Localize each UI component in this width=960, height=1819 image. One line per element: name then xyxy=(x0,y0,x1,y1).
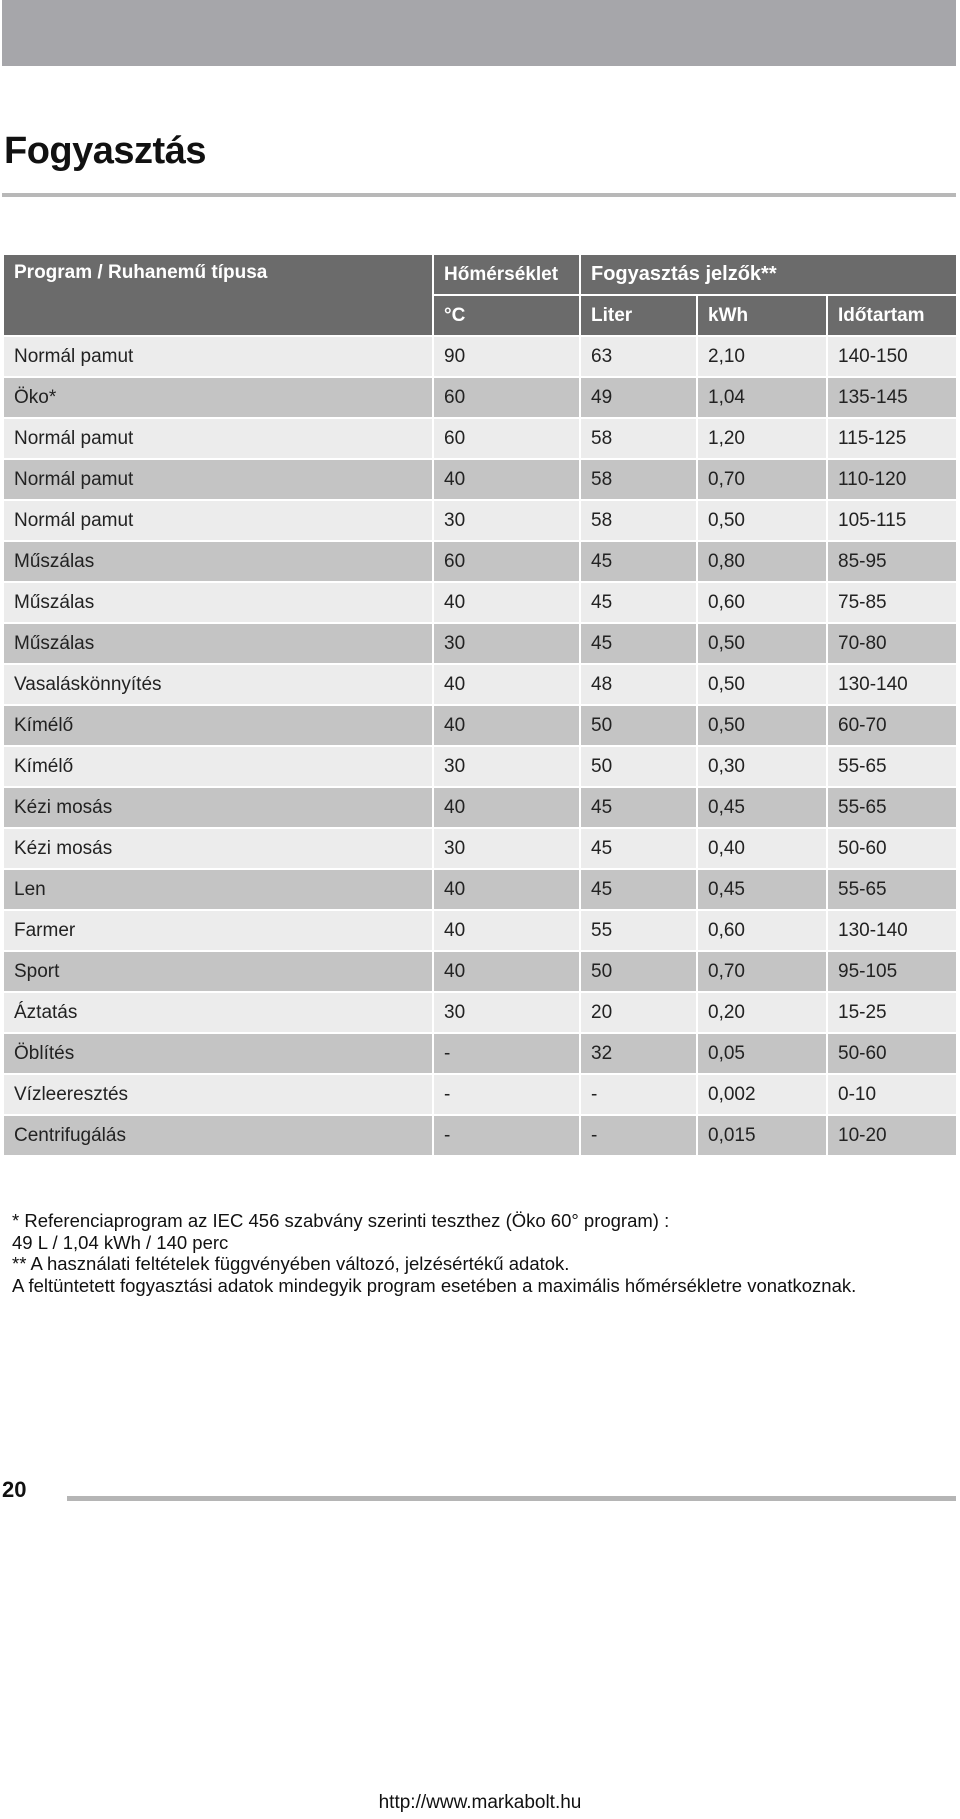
cell-kwh: 0,05 xyxy=(697,1033,827,1074)
cell-kwh: 2,10 xyxy=(697,336,827,377)
table-row xyxy=(3,1115,957,1156)
cell-temp: - xyxy=(433,1074,580,1115)
cell-liter: 58 xyxy=(580,500,697,541)
cell-kwh: 0,45 xyxy=(697,787,827,828)
table-row xyxy=(3,377,957,418)
cell-temp: 40 xyxy=(433,582,580,623)
cell-duration: 70-80 xyxy=(827,623,957,664)
cell-kwh: 0,60 xyxy=(697,910,827,951)
cell-temp: 40 xyxy=(433,787,580,828)
header-temperature-unit: °C xyxy=(433,295,580,336)
header-program: Program / Ruhanemű típusa xyxy=(3,254,433,336)
cell-duration: 95-105 xyxy=(827,951,957,992)
consumption-table xyxy=(2,253,958,1157)
cell-liter: 55 xyxy=(580,910,697,951)
table-row xyxy=(3,787,957,828)
header-band xyxy=(2,0,956,66)
cell-duration: 85-95 xyxy=(827,541,957,582)
cell-liter: 45 xyxy=(580,787,697,828)
cell-duration: 55-65 xyxy=(827,746,957,787)
cell-liter: 50 xyxy=(580,705,697,746)
cell-program: Normál pamut xyxy=(3,336,433,377)
table-row xyxy=(3,582,957,623)
cell-temp: 40 xyxy=(433,951,580,992)
table-row xyxy=(3,1074,957,1115)
table-row xyxy=(3,541,957,582)
cell-liter: 20 xyxy=(580,992,697,1033)
cell-kwh: 0,002 xyxy=(697,1074,827,1115)
cell-kwh: 0,50 xyxy=(697,500,827,541)
table-row xyxy=(3,951,957,992)
cell-kwh: 1,20 xyxy=(697,418,827,459)
cell-program: Kímélő xyxy=(3,746,433,787)
cell-kwh: 0,50 xyxy=(697,705,827,746)
cell-duration: 0-10 xyxy=(827,1074,957,1115)
cell-program: Műszálas xyxy=(3,623,433,664)
cell-liter: 48 xyxy=(580,664,697,705)
cell-temp: 30 xyxy=(433,623,580,664)
cell-liter: 50 xyxy=(580,951,697,992)
table-row xyxy=(3,746,957,787)
cell-temp: 60 xyxy=(433,541,580,582)
cell-duration: 10-20 xyxy=(827,1115,957,1156)
cell-program: Műszálas xyxy=(3,541,433,582)
header-consumption-group: Fogyasztás jelzők** xyxy=(580,254,957,295)
cell-temp: 90 xyxy=(433,336,580,377)
footer-divider xyxy=(67,1496,956,1501)
table-row xyxy=(3,828,957,869)
table-row xyxy=(3,500,957,541)
cell-temp: 60 xyxy=(433,418,580,459)
table-body xyxy=(3,336,957,1156)
cell-kwh: 0,70 xyxy=(697,951,827,992)
cell-kwh: 0,60 xyxy=(697,582,827,623)
cell-liter: - xyxy=(580,1115,697,1156)
cell-program: Normál pamut xyxy=(3,418,433,459)
cell-liter: 63 xyxy=(580,336,697,377)
cell-duration: 60-70 xyxy=(827,705,957,746)
header-liter: Liter xyxy=(580,295,697,336)
footnote-reference-values: 49 L / 1,04 kWh / 140 perc xyxy=(12,1231,229,1253)
cell-duration: 50-60 xyxy=(827,1033,957,1074)
cell-liter: 58 xyxy=(580,459,697,500)
cell-program: Farmer xyxy=(3,910,433,951)
cell-liter: 45 xyxy=(580,828,697,869)
cell-program: Normál pamut xyxy=(3,500,433,541)
cell-temp: 30 xyxy=(433,500,580,541)
cell-kwh: 0,20 xyxy=(697,992,827,1033)
cell-temp: 40 xyxy=(433,664,580,705)
cell-kwh: 0,50 xyxy=(697,623,827,664)
cell-temp: - xyxy=(433,1115,580,1156)
cell-liter: 49 xyxy=(580,377,697,418)
table-row xyxy=(3,910,957,951)
cell-liter: 50 xyxy=(580,746,697,787)
cell-duration: 135-145 xyxy=(827,377,957,418)
cell-kwh: 0,30 xyxy=(697,746,827,787)
table-row xyxy=(3,664,957,705)
cell-duration: 140-150 xyxy=(827,336,957,377)
cell-temp: 40 xyxy=(433,869,580,910)
cell-kwh: 0,40 xyxy=(697,828,827,869)
cell-program: Kímélő xyxy=(3,705,433,746)
cell-temp: 40 xyxy=(433,910,580,951)
cell-liter: - xyxy=(580,1074,697,1115)
cell-duration: 50-60 xyxy=(827,828,957,869)
cell-program: Öblítés xyxy=(3,1033,433,1074)
cell-kwh: 0,80 xyxy=(697,541,827,582)
footer-url: http://www.markabolt.hu xyxy=(378,1792,582,1813)
cell-program: Áztatás xyxy=(3,992,433,1033)
cell-liter: 58 xyxy=(580,418,697,459)
table-row xyxy=(3,336,957,377)
cell-duration: 110-120 xyxy=(827,459,957,500)
cell-temp: - xyxy=(433,1033,580,1074)
cell-liter: 45 xyxy=(580,541,697,582)
footnote-max-temperature: A feltüntetett fogyasztási adatok mindegyik program esetében a maximális hőmérsékletre vonatkoznak. xyxy=(12,1274,857,1296)
cell-duration: 130-140 xyxy=(827,910,957,951)
cell-liter: 32 xyxy=(580,1033,697,1074)
footnotes xyxy=(12,1210,952,1296)
cell-temp: 30 xyxy=(433,828,580,869)
cell-program: Centrifugálás xyxy=(3,1115,433,1156)
cell-duration: 75-85 xyxy=(827,582,957,623)
table-row xyxy=(3,623,957,664)
cell-program: Kézi mosás xyxy=(3,787,433,828)
cell-program: Öko* xyxy=(3,377,433,418)
cell-kwh: 1,04 xyxy=(697,377,827,418)
cell-program: Vasaláskönnyítés xyxy=(3,664,433,705)
cell-temp: 60 xyxy=(433,377,580,418)
cell-duration: 105-115 xyxy=(827,500,957,541)
table-row xyxy=(3,418,957,459)
cell-temp: 30 xyxy=(433,746,580,787)
cell-temp: 30 xyxy=(433,992,580,1033)
cell-program: Műszálas xyxy=(3,582,433,623)
footnote-reference: * Referenciaprogram az IEC 456 szabvány szerinti teszthez (Öko 60° program) : xyxy=(12,1210,670,1231)
table-row xyxy=(3,1033,957,1074)
cell-temp: 40 xyxy=(433,459,580,500)
header-temperature: Hőmérséklet xyxy=(433,254,580,295)
table-row xyxy=(3,992,957,1033)
table-row xyxy=(3,705,957,746)
cell-duration: 115-125 xyxy=(827,418,957,459)
cell-kwh: 0,50 xyxy=(697,664,827,705)
cell-program: Normál pamut xyxy=(3,459,433,500)
table-row xyxy=(3,869,957,910)
cell-program: Len xyxy=(3,869,433,910)
page-title: Fogyasztás xyxy=(4,130,206,172)
cell-duration: 55-65 xyxy=(827,787,957,828)
header-kwh: kWh xyxy=(697,295,827,336)
cell-temp: 40 xyxy=(433,705,580,746)
title-divider xyxy=(2,193,956,197)
cell-duration: 130-140 xyxy=(827,664,957,705)
footnote-indicative: ** A használati feltételek függvényében változó, jelzésértékű adatok. xyxy=(12,1253,570,1274)
cell-program: Vízleeresztés xyxy=(3,1074,433,1115)
cell-program: Kézi mosás xyxy=(3,828,433,869)
cell-liter: 45 xyxy=(580,869,697,910)
cell-kwh: 0,45 xyxy=(697,869,827,910)
cell-duration: 55-65 xyxy=(827,869,957,910)
cell-kwh: 0,015 xyxy=(697,1115,827,1156)
cell-liter: 45 xyxy=(580,582,697,623)
cell-duration: 15-25 xyxy=(827,992,957,1033)
cell-program: Sport xyxy=(3,951,433,992)
table-header-row xyxy=(3,254,957,295)
header-duration: Időtartam xyxy=(827,295,957,336)
table-row xyxy=(3,459,957,500)
page-number: 20 xyxy=(2,1477,27,1502)
cell-kwh: 0,70 xyxy=(697,459,827,500)
cell-liter: 45 xyxy=(580,623,697,664)
